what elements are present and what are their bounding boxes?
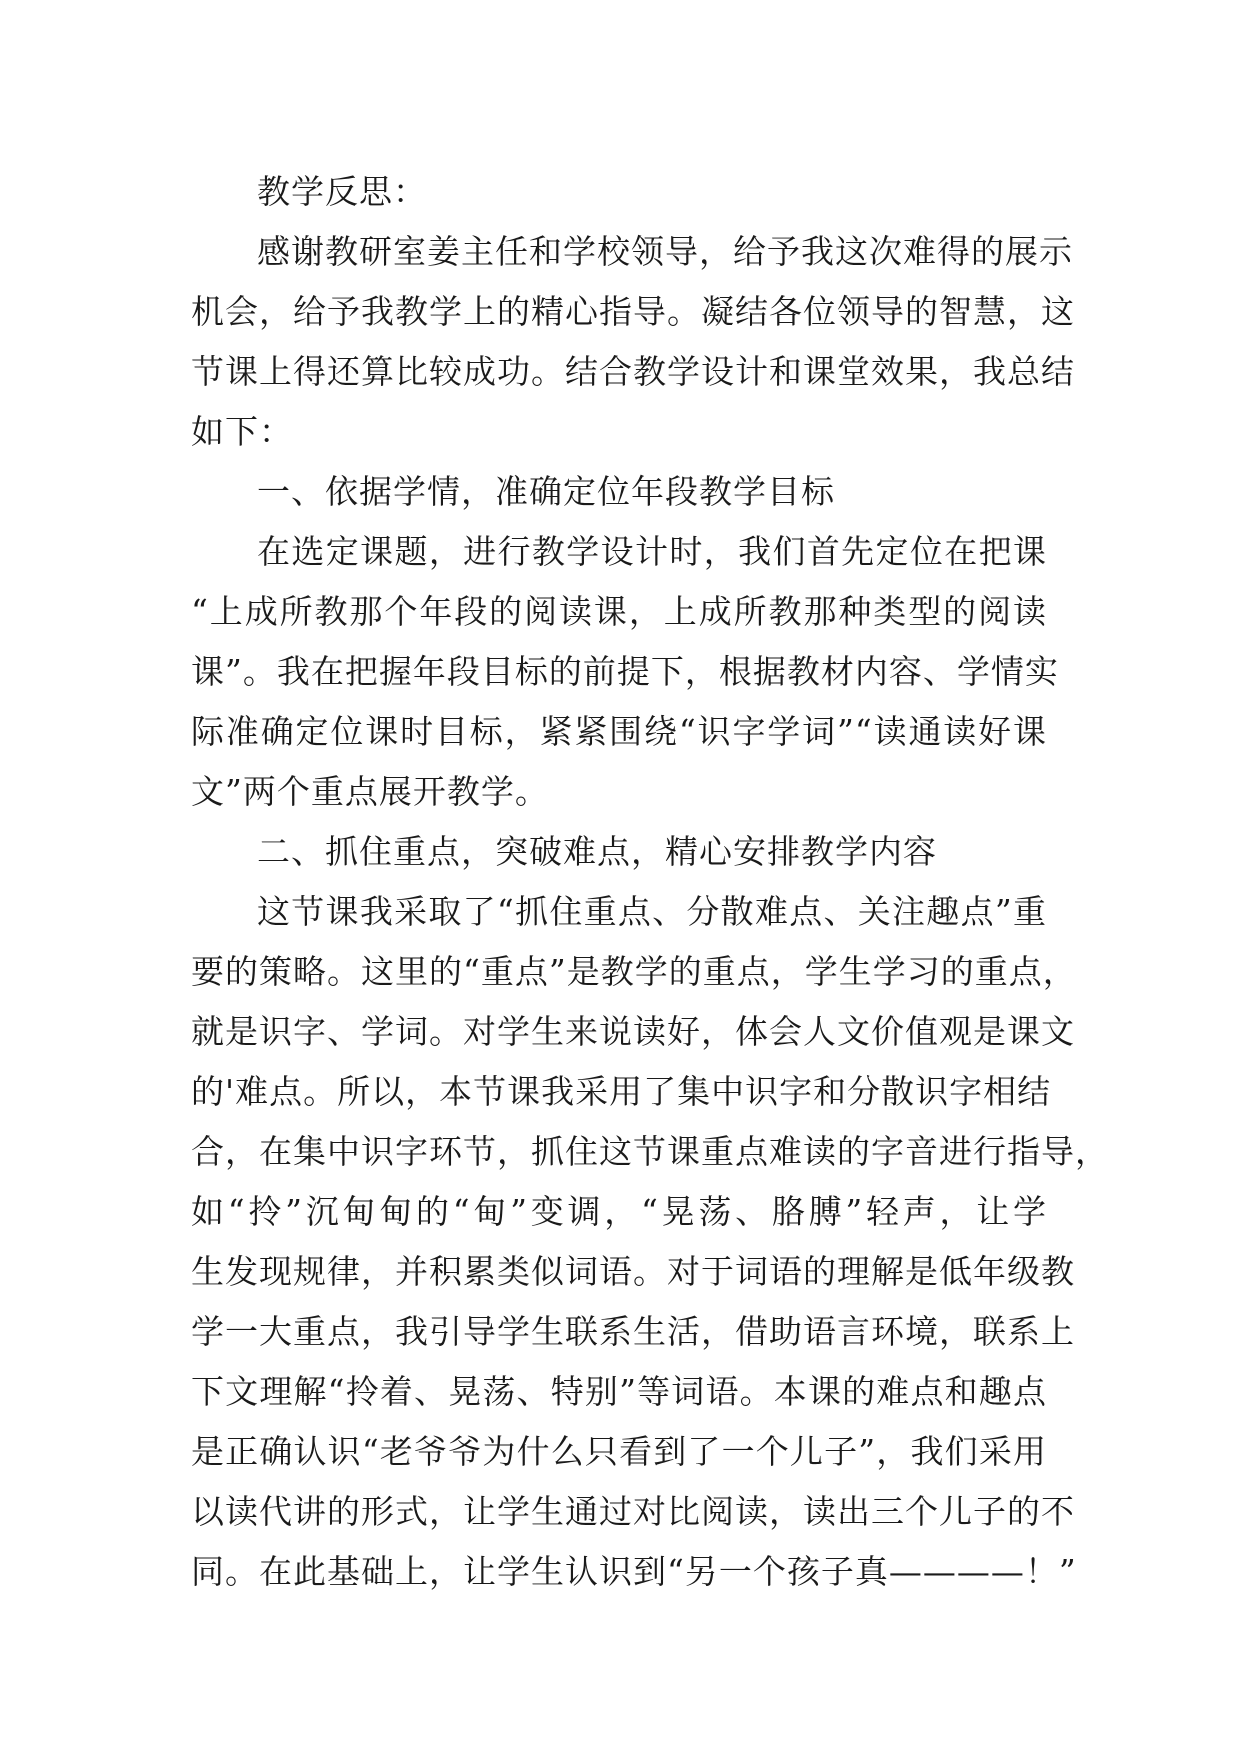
- paragraph-line: 的'难点。所以，本节课我采用了集中识字和分散识字相结: [191, 1072, 1052, 1111]
- paragraph-line: 课”。我在把握年段目标的前提下，根据教材内容、学情实: [191, 652, 1059, 691]
- paragraph-line: 学一大重点，我引导学生联系生活，借助语言环境，联系上: [191, 1312, 1075, 1351]
- paragraph-line: 感谢教研室姜主任和学校领导，给予我这次难得的展示: [257, 232, 1073, 271]
- paragraph-line: 如下：: [191, 412, 293, 451]
- paragraph-line: 生发现规律，并积累类似词语。对于词语的理解是低年级教: [191, 1252, 1075, 1291]
- paragraph-line: 机会，给予我教学上的精心指导。凝结各位领导的智慧，这: [191, 292, 1075, 331]
- paragraph-line: 在选定课题，进行教学设计时，我们首先定位在把课: [257, 532, 1047, 571]
- paragraph-line: 文”两个重点展开教学。: [191, 772, 549, 811]
- paragraph-line: 要的策略。这里的“重点”是教学的重点，学生学习的重点，: [191, 952, 1077, 991]
- section-heading-reflection: 教学反思：: [257, 172, 427, 211]
- section-heading-1: 一、依据学情，准确定位年段教学目标: [257, 472, 835, 511]
- paragraph-line: 节课上得还算比较成功。结合教学设计和课堂效果，我总结: [191, 352, 1075, 391]
- paragraph-line: 际准确定位课时目标，紧紧围绕“识字学词”“读通读好课: [191, 712, 1047, 751]
- paragraph-line: 就是识字、学词。对学生来说读好，体会人文价值观是课文: [191, 1012, 1075, 1051]
- document-body: [191, 162, 1109, 1602]
- paragraph-line: 下文理解“拎着、晃荡、特别”等词语。本课的难点和趣点: [191, 1372, 1047, 1411]
- paragraph-line: 以读代讲的形式，让学生通过对比阅读，读出三个儿子的不: [191, 1492, 1075, 1531]
- paragraph-line: 如“拎”沉甸甸的“甸”变调，“晃荡、胳膊”轻声，让学: [191, 1192, 1047, 1231]
- paragraph-line: 是正确认识“老爷爷为什么只看到了一个儿子”，我们采用: [191, 1432, 1047, 1471]
- paragraph-line: 同。在此基础上，让学生认识到“另一个孩子真————！”: [191, 1552, 1077, 1591]
- paragraph-line: 这节课我采取了“抓住重点、分散难点、关注趣点”重: [257, 892, 1047, 931]
- paragraph-line: 合，在集中识字环节，抓住这节课重点难读的字音进行指导，: [191, 1132, 1109, 1171]
- paragraph-line: “上成所教那个年段的阅读课，上成所教那种类型的阅读: [191, 592, 1047, 631]
- section-heading-2: 二、抓住重点，突破难点，精心安排教学内容: [257, 832, 937, 871]
